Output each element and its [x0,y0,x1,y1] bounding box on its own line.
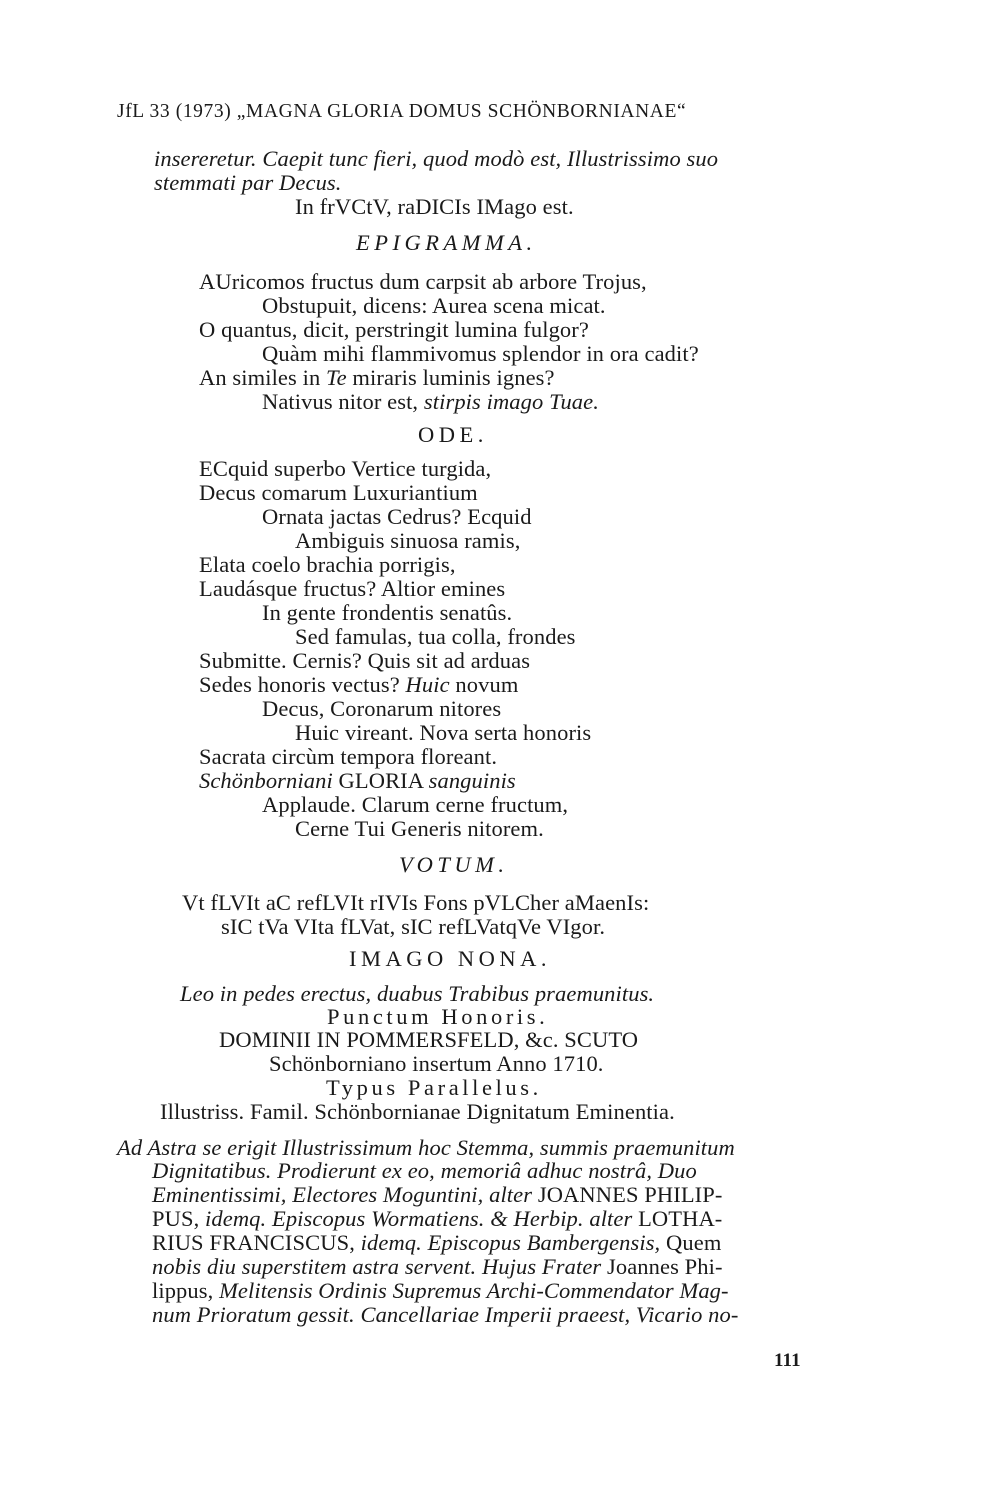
imago-line: DOMINII IN POMMERSFELD, &c. SCUTO [219,1027,639,1052]
verse-line: Ambiguis sinuosa ramis, [295,528,521,553]
verse-segment-italic: Te [326,365,347,390]
paragraph-segment: lippus, [152,1278,214,1303]
verse-line: In gente frondentis senatûs. [262,600,513,625]
verse-line: Elata coelo brachia porrigis, [199,552,456,577]
verse-line: Submitte. Cernis? Quis sit ad arduas [199,648,531,673]
epigramma-title: EPIGRAMMA. [356,230,537,255]
verse-line: Cerne Tui Generis nitorem. [295,816,544,841]
paragraph-segment-italic: Melitensis Ordinis Supremus Archi-Commendator Mag- [219,1278,729,1303]
imago-line: Illustriss. Famil. Schönbornianae Dignitatum Eminentia. [160,1099,675,1124]
paragraph-line [152,1183,722,1207]
verse-line [199,366,555,390]
paragraph-line [152,1255,723,1279]
intro-line: insereretur. Caepit tunc fieri, quod modò est, Illustrissimo suo [154,146,719,171]
verse-segment-italic: stirpis imago Tuae. [423,389,599,414]
paragraph-segment: JOANNES PHILIP- [537,1182,723,1207]
paragraph-segment-italic: nobis diu superstitem astra servent. Hujus Frater [152,1254,602,1279]
verse-segment: miraris luminis ignes? [352,365,555,390]
paragraph-line [152,1279,729,1303]
intro-line: stemmati par Decus. [154,170,342,195]
verse-line: Huic vireant. Nova serta honoris [295,720,592,745]
paragraph-line: Ad Astra se erigit Illustrissimum hoc Stemma, summis praemunitum [117,1135,735,1160]
verse-segment-italic: Schönborniani [199,768,333,793]
paragraph-segment: LOTHA- [638,1206,723,1231]
verse-line: Quàm mihi flammivomus splendor in ora cadit? [262,341,699,366]
paragraph-line: Dignitatibus. Prodierunt ex eo, memoriâ adhuc nostrâ, Duo [152,1158,697,1183]
paragraph-segment-italic: idemq. Episcopus Bambergensis, [360,1230,661,1255]
verse-segment-italic: Huic [405,672,450,697]
verse-line: Decus comarum Luxuriantium [199,480,478,505]
verse-line: O quantus, dicit, perstringit lumina fulgor? [199,317,589,342]
paragraph-line [152,1231,721,1255]
paragraph-line: num Prioratum gessit. Cancellariae Imperii praeest, Vicario no- [152,1302,739,1327]
verse-segment-italic: sanguinis [428,768,516,793]
verse-line: Applaude. Clarum cerne fructum, [262,792,569,817]
paragraph-segment: RIUS FRANCISCUS, [152,1230,355,1255]
votum-title: VOTUM. [399,852,509,877]
ode-title: ODE. [418,422,488,447]
verse-segment: novum [455,672,519,697]
paragraph-segment: Quem [666,1230,722,1255]
paragraph-segment: PUS, [152,1206,200,1231]
verse-line: Sacrata circùm tempora floreant. [199,744,498,769]
imago-title: IMAGO NONA. [349,946,551,971]
verse-line [199,769,516,793]
verse-line: Obstupuit, dicens: Aurea scena micat. [262,293,606,318]
verse-segment: Nativus nitor est, [262,389,419,414]
paragraph-segment-italic: idemq. Episcopus Wormatiens. & Herbip. alter [205,1206,633,1231]
imago-motto: Leo in pedes erectus, duabus Trabibus praemunitus. [180,981,655,1006]
paragraph-segment: Joannes Phi- [607,1254,723,1279]
chronogram-line: Vt fLVIt aC refLVIt rIVIs Fons pVLCher aMaenIs: [182,890,650,915]
verse-line: Laudásque fructus? Altior emines [199,576,506,601]
verse-line: Sed famulas, tua colla, frondes [295,624,576,649]
imago-subtitle: Typus Parallelus. [326,1075,542,1100]
verse-segment: An similes in [199,365,321,390]
chronogram-line: sIC tVa VIta fLVat, sIC refLVatqVe VIgor. [221,914,606,939]
page-number: 111 [774,1350,801,1371]
verse-line: Ornata jactas Cedrus? Ecquid [262,504,532,529]
verse-line: ECquid superbo Vertice turgida, [199,456,492,481]
verse-segment: GLORIA [338,768,423,793]
verse-line: AUricomos fructus dum carpsit ab arbore Trojus, [199,269,647,294]
imago-subtitle: Punctum Honoris. [327,1004,549,1029]
verse-segment: Sedes honoris vectus? [199,672,400,697]
paragraph-line [152,1207,722,1231]
paragraph-segment-italic: Eminentissimi, Electores Moguntini, alter [152,1182,533,1207]
chronogram: In frVCtV, raDICIs IMago est. [295,194,574,219]
verse-line: Decus, Coronarum nitores [262,696,502,721]
running-head: JfL 33 (1973) „MAGNA GLORIA DOMUS SCHÖNBORNIANAE“ [117,101,687,122]
verse-line [199,673,518,697]
verse-line [262,390,599,414]
imago-line: Schönborniano insertum Anno 1710. [269,1051,604,1076]
